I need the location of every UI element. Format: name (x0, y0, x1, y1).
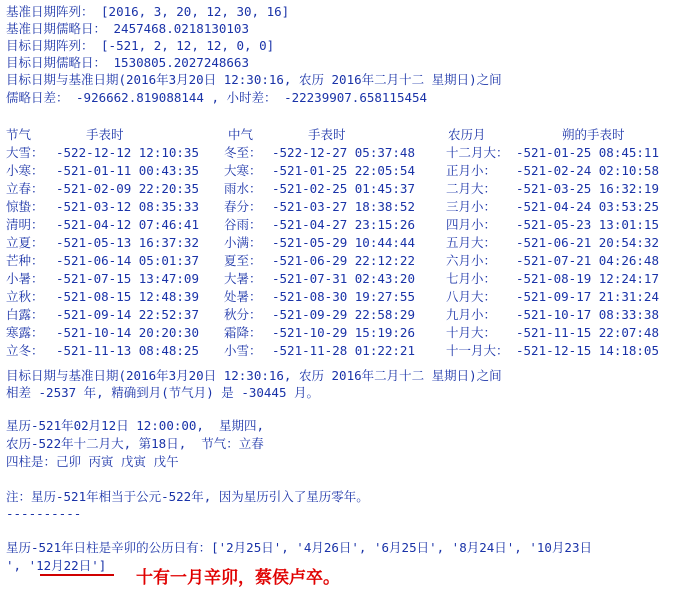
zhongqi-name: 处暑： (224, 289, 262, 304)
zhongqi-name: 小满： (224, 235, 262, 250)
lunar-month: 十一月大： (446, 343, 509, 358)
zhongqi-time: -521-10-29 15:19:26 (272, 325, 415, 340)
date-range-description: 目标日期与基准日期(2016年3月20日 12:30:16, 农历 2016年二月十二 星期日)之间 (6, 72, 502, 87)
jieqi-time: -521-03-12 08:35:33 (56, 199, 199, 214)
zhongqi-time: -521-03-27 18:38:52 (272, 199, 415, 214)
zhongqi-time: -521-02-25 01:45:37 (272, 181, 415, 196)
zhongqi-name: 秋分： (224, 307, 262, 322)
table-row (6, 216, 659, 234)
jieqi-time: -521-04-12 07:46:41 (56, 217, 199, 232)
separator: ---------- (6, 506, 82, 521)
footer-dates-line2: ', '12月22日'] (6, 558, 107, 573)
new-moon-time: -521-10-17 08:33:38 (516, 307, 659, 322)
jieqi-name: 立夏： (6, 235, 44, 250)
table-row (6, 306, 659, 324)
new-moon-time: -521-06-21 20:54:32 (516, 235, 659, 250)
lunar-month: 三月小： (446, 199, 497, 214)
zhongqi-time: -521-07-31 02:43:20 (272, 271, 415, 286)
jieqi-name: 立冬： (6, 343, 44, 358)
lunar-month: 十月大： (446, 325, 497, 340)
target-date-julian: 目标日期儒略日： 1530805.2027248663 (6, 55, 249, 70)
jieqi-name: 小暑： (6, 271, 44, 286)
table-row (6, 180, 659, 198)
jieqi-time: -522-12-12 12:10:35 (56, 145, 199, 160)
zhongqi-name: 霜降： (224, 325, 262, 340)
lunar-month: 六月小： (446, 253, 497, 268)
table-row (6, 342, 659, 360)
new-moon-time: -521-01-25 08:45:11 (516, 145, 659, 160)
jieqi-time: -521-07-15 13:47:09 (56, 271, 199, 286)
new-moon-time: -521-03-25 16:32:19 (516, 181, 659, 196)
jieqi-name: 惊蛰： (6, 199, 44, 214)
zhongqi-name: 夏至： (224, 253, 262, 268)
jieqi-time: -521-08-15 12:48:39 (56, 289, 199, 304)
footer-dates-line1: 星历-521年日柱是辛卯的公历日有：['2月25日', '4月26日', '6月25日', '8月24日', '10月23日 (6, 540, 592, 555)
jieqi-time: -521-01-11 00:43:35 (56, 163, 199, 178)
jieqi-name: 大雪： (6, 145, 44, 160)
jieqi-name: 小寒： (6, 163, 44, 178)
table-row (6, 252, 659, 270)
jieqi-name: 白露： (6, 307, 44, 322)
header-zhongqi: 中气 (228, 127, 254, 142)
new-moon-time: -521-04-24 03:53:25 (516, 199, 659, 214)
table-row (6, 234, 659, 252)
zhongqi-time: -521-01-25 22:05:54 (272, 163, 415, 178)
zhongqi-time: -521-05-29 10:44:44 (272, 235, 415, 250)
lunar-month: 五月大： (446, 235, 497, 250)
new-moon-time: -521-11-15 22:07:48 (516, 325, 659, 340)
zhongqi-time: -521-09-29 22:58:29 (272, 307, 415, 322)
zhongqi-time: -521-08-30 19:27:55 (272, 289, 415, 304)
new-moon-time: -521-08-19 12:24:17 (516, 271, 659, 286)
table-header (6, 126, 625, 144)
julian-difference: 儒略日差： -926662.819088144 , 小时差： -22239907.658115454 (6, 90, 428, 105)
lunar-month: 十二月大： (446, 145, 509, 160)
lunar-month: 八月大： (446, 289, 497, 304)
result-four-pillars: 四柱是：己卯 丙寅 戊寅 戊午 (6, 454, 179, 469)
zhongqi-time: -521-04-27 23:15:26 (272, 217, 415, 232)
highlight-underline (40, 574, 114, 576)
jieqi-name: 清明： (6, 217, 44, 232)
zhongqi-name: 小雪： (224, 343, 262, 358)
zhongqi-name: 大寒： (224, 163, 262, 178)
zhongqi-name: 谷雨： (224, 217, 262, 232)
table-row (6, 144, 659, 162)
new-moon-time: -521-02-24 02:10:58 (516, 163, 659, 178)
summary-difference: 相差 -2537 年, 精确到月(节气月) 是 -30445 月。 (6, 385, 320, 400)
new-moon-time: -521-07-21 04:26:48 (516, 253, 659, 268)
base-date-julian: 基准日期儒略日： 2457468.0218130103 (6, 21, 249, 36)
table-row (6, 198, 659, 216)
lunar-month: 七月小： (446, 271, 497, 286)
lunar-month: 二月大： (446, 181, 497, 196)
note-text: 注：星历-521年相当于公元-522年, 因为星历引入了星历零年。 (6, 489, 369, 504)
jieqi-time: -521-06-14 05:01:37 (56, 253, 199, 268)
zhongqi-time: -521-06-29 22:12:22 (272, 253, 415, 268)
result-lunar: 农历-522年十二月大, 第18日, 节气：立春 (6, 436, 264, 451)
jieqi-time: -521-11-13 08:48:25 (56, 343, 199, 358)
solar-terms-table (6, 126, 659, 360)
zhongqi-time: -521-11-28 01:22:21 (272, 343, 415, 358)
jieqi-time: -521-09-14 22:52:37 (56, 307, 199, 322)
zhongqi-name: 雨水： (224, 181, 262, 196)
target-date-array: 目标日期阵列： [-521, 2, 12, 12, 0, 0] (6, 38, 275, 53)
zhongqi-name: 冬至： (224, 145, 262, 160)
jieqi-name: 立春： (6, 181, 44, 196)
table-row (6, 162, 659, 180)
lunar-month: 四月小： (446, 217, 497, 232)
lunar-month: 正月小： (446, 163, 497, 178)
table-row (6, 324, 659, 342)
header-time-2: 手表时 (308, 127, 346, 142)
summary-range: 目标日期与基准日期(2016年3月20日 12:30:16, 农历 2016年二月十二 星期日)之间 (6, 368, 502, 383)
lunar-month: 九月小： (446, 307, 497, 322)
jieqi-time: -521-02-09 22:20:35 (56, 181, 199, 196)
jieqi-time: -521-10-14 20:20:30 (56, 325, 199, 340)
header-time-1: 手表时 (86, 127, 124, 142)
jieqi-name: 芒种： (6, 253, 44, 268)
new-moon-time: -521-09-17 21:31:24 (516, 289, 659, 304)
header-lunar-month: 农历月 (448, 127, 486, 142)
table-row (6, 270, 659, 288)
zhongqi-name: 大暑： (224, 271, 262, 286)
base-date-array: 基准日期阵列： [2016, 3, 20, 12, 30, 16] (6, 4, 290, 19)
zhongqi-time: -522-12-27 05:37:48 (272, 145, 415, 160)
jieqi-name: 立秋： (6, 289, 44, 304)
new-moon-time: -521-05-23 13:01:15 (516, 217, 659, 232)
zhongqi-name: 春分： (224, 199, 262, 214)
header-new-moon-time: 朔的手表时 (562, 127, 625, 142)
jieqi-name: 寒露： (6, 325, 44, 340)
header-jieqi: 节气 (6, 127, 32, 142)
jieqi-time: -521-05-13 16:37:32 (56, 235, 199, 250)
historical-annotation: 十有一月辛卯，蔡侯卢卒。 (136, 568, 340, 588)
new-moon-time: -521-12-15 14:18:05 (516, 343, 659, 358)
table-row (6, 288, 659, 306)
result-date: 星历-521年02月12日 12:00:00, 星期四, (6, 418, 265, 433)
